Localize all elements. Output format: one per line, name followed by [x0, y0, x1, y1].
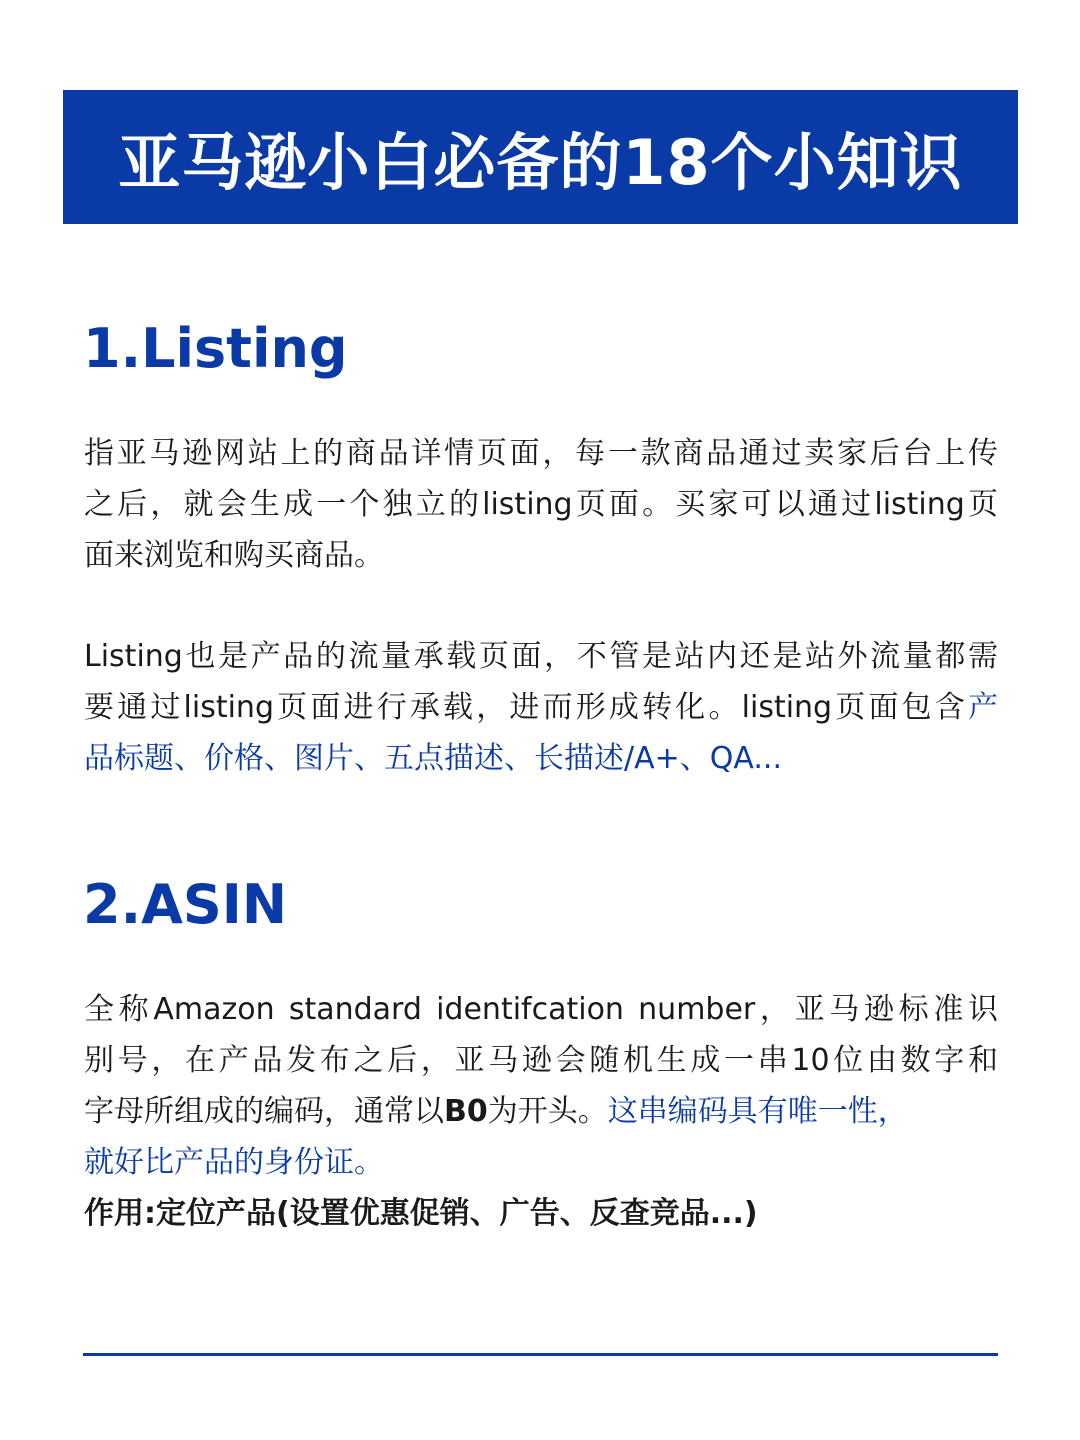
paragraph-line: Listing也是产品的流量承载页面，不管是站内还是站外流量都需 — [84, 639, 998, 674]
plain-text: 字母所组成的编码，通常以 — [84, 1094, 444, 1129]
plain-text: 要通过listing页面进行承载，进而形成转化。listing页面包含 — [84, 690, 968, 725]
listing-traffic-paragraph — [84, 631, 998, 784]
paragraph-line: 别号，在产品发布之后，亚马逊会随机生成一串10位由数字和 — [84, 1043, 998, 1078]
section-heading-asin: 2.ASIN — [83, 873, 288, 936]
paragraph-line: 面来浏览和购买商品。 — [84, 538, 384, 573]
highlight-text: 就好比产品的身份证。 — [84, 1145, 384, 1180]
highlight-text: 产 — [968, 690, 998, 725]
paragraph-line: 之后，就会生成一个独立的listing页面。买家可以通过listing页 — [84, 487, 998, 522]
paragraph-line: 指亚马逊网站上的商品详情页面，每一款商品通过卖家后台上传 — [84, 436, 998, 471]
paragraph-line — [84, 682, 998, 733]
bottom-divider — [83, 1353, 998, 1356]
title-banner — [63, 90, 1018, 224]
paragraph-line — [84, 1086, 998, 1137]
usage-line: 作用:定位产品(设置优惠促销、广告、反查竞品...) — [84, 1196, 758, 1231]
listing-definition-paragraph — [84, 428, 998, 581]
section-heading-listing: 1.Listing — [83, 317, 348, 380]
plain-text: 为开头。 — [487, 1094, 608, 1129]
page-title: 亚马逊小白必备的18个小知识 — [118, 125, 963, 199]
highlight-text: 这串编码具有唯一性， — [607, 1094, 908, 1129]
paragraph-line: 全称Amazon standard identifcation number，亚马逊标准识 — [84, 992, 998, 1027]
asin-definition-paragraph — [84, 984, 998, 1239]
highlight-text: 品标题、价格、图片、五点描述、长描述/A+、QA... — [84, 741, 782, 776]
bold-text: B0 — [444, 1094, 488, 1129]
